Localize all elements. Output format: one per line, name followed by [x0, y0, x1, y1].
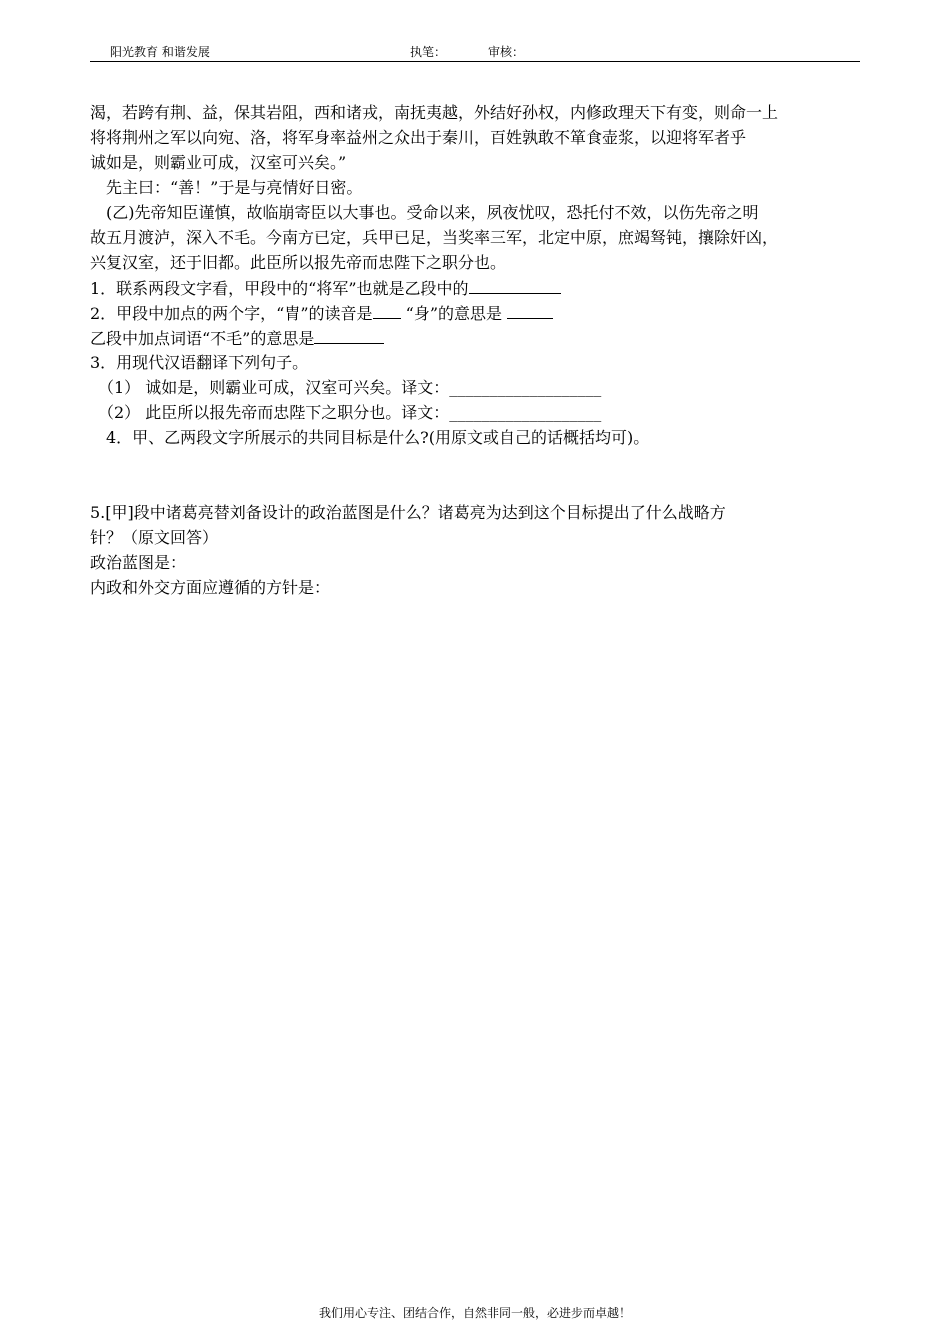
- passage-yi-line-3: 兴复汉室，还于旧都。此臣所以报先帝而忠陛下之职分也。: [90, 253, 507, 272]
- question-4: 4．甲、乙两段文字所展示的共同目标是什么?(用原文或自己的话概括均可)。: [106, 428, 650, 447]
- question-5-policy: 内政和外交方面应遵循的方针是：: [90, 578, 331, 597]
- question-2-text-b: “身”的意思是: [400, 304, 508, 323]
- page-footer: 我们用心专注、团结合作，自然非同一般，必进步而卓越！: [318, 1306, 631, 1320]
- header-author-label: 执笔：: [410, 45, 447, 59]
- question-2c: [90, 325, 860, 350]
- answer-blank-2c[interactable]: [314, 325, 384, 344]
- passage-jia-line-2: 将将荆州之军以向宛、洛，将军身率益州之众出于秦川，百姓孰敢不箪食壶浆，以迎将军者乎: [90, 128, 747, 147]
- question-2c-text: 乙段中加点词语“不毛”的意思是: [90, 329, 315, 348]
- passage-jia-line-3: 诚如是，则霸业可成，汉室可兴矣。”: [90, 153, 347, 172]
- question-1: [90, 275, 860, 300]
- answer-blank-2a[interactable]: [373, 300, 401, 319]
- passage-yi-line-2: 故五月渡泸，深入不毛。今南方已定，兵甲已足，当奖率三军，北定中原，庶竭驽钝，攘除奸凶，: [90, 228, 779, 247]
- answer-blank-1[interactable]: [469, 275, 561, 294]
- question-1-text: 1．联系两段文字看，甲段中的“将军”也就是乙段中的: [90, 279, 469, 298]
- question-3-1: （1） 诚如是，则霸业可成，汉室可兴矣。译文：___________________: [98, 378, 602, 397]
- header-review-label: 审核：: [488, 45, 525, 59]
- header-slogan: 阳光教育 和谐发展: [110, 45, 210, 59]
- question-2-text-a: 2．甲段中加点的两个字，“胄”的读音是: [90, 304, 373, 323]
- question-5-line-1: 5.[甲]段中诸葛亮替刘备设计的政治蓝图是什么？诸葛亮为达到这个目标提出了什么战略方: [90, 503, 726, 522]
- passage-yi-line-1: (乙)先帝知臣谨慎，故临崩寄臣以大事也。受命以来，夙夜忧叹，恐托付不效，以伤先帝之明: [106, 203, 759, 222]
- answer-blank-2b[interactable]: [507, 300, 553, 319]
- question-2: [90, 300, 860, 325]
- passage-jia-line-1: 渴，若跨有荆、益，保其岩阻，西和诸戎，南抚夷越，外结好孙权，内修政理天下有变，则命一上: [90, 103, 779, 122]
- question-3: 3．用现代汉语翻译下列句子。: [90, 353, 309, 372]
- answer-space: [90, 450, 860, 500]
- question-5-blueprint: 政治蓝图是：: [90, 553, 187, 572]
- page-header: [90, 44, 860, 62]
- question-3-2: （2） 此臣所以报先帝而忠陛下之职分也。译文：___________________: [98, 403, 602, 422]
- question-5-line-2: 针？（原文回答）: [90, 528, 219, 547]
- document-body: [90, 100, 860, 600]
- passage-jia-line-4: 先主曰：“善！”于是与亮情好日密。: [106, 178, 363, 197]
